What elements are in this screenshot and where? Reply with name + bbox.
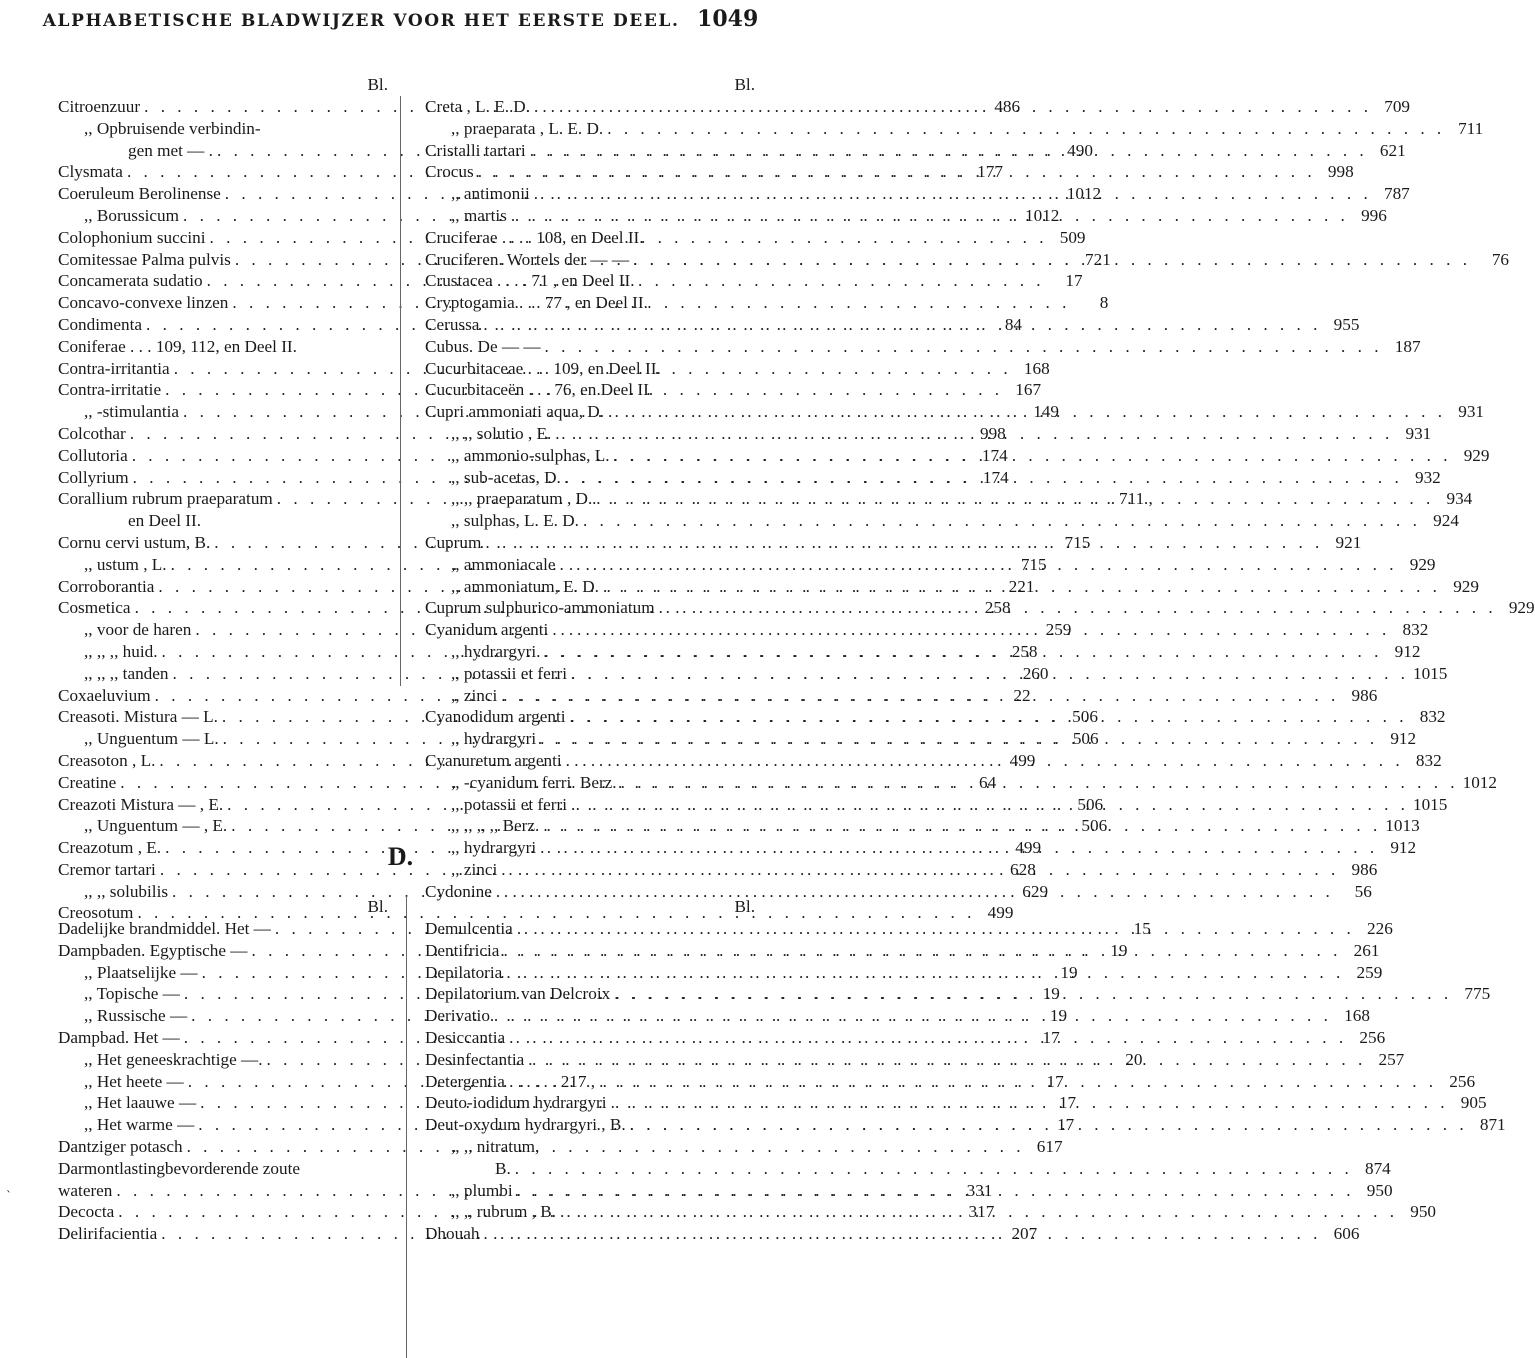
entry-term: Collyrium [58, 467, 129, 487]
leader-dots [479, 1223, 1325, 1245]
index-entry [58, 510, 388, 532]
entry-term: Creasoti. Mistura — L. [58, 707, 218, 727]
leader-dots [607, 1092, 1453, 1114]
entry-page: 84 [1004, 314, 1023, 334]
leader-dots [479, 314, 1325, 336]
entry-page: 260 [1022, 663, 1049, 683]
entry-term: Colcothar [58, 423, 126, 443]
entry-page: 168 [1023, 358, 1050, 378]
entry-page: 509 [1059, 227, 1086, 247]
entry-term: ,, Borussicum [84, 205, 180, 225]
entry-term: ,, ,, solubilis [84, 881, 169, 901]
entry-term: ,, hydrargyri [451, 838, 537, 858]
leader-dots [592, 488, 1438, 510]
entry-term: Desiccantia [425, 1027, 506, 1047]
entry-term: Demulcentia [425, 919, 513, 938]
bl-header: Bl. [367, 897, 388, 916]
entry-page: 832 [1419, 707, 1446, 727]
entry-page: 506 [1072, 729, 1099, 749]
entry-page: 832 [1415, 750, 1442, 770]
index-entry [58, 1158, 388, 1180]
entry-page: 1015 [1412, 794, 1448, 814]
section-letter-d: D. [387, 842, 414, 871]
leader-dots [513, 1180, 1359, 1202]
entry-term: ,, ,, rubrum , B. [451, 1202, 557, 1222]
entry-page: 711 , [1119, 489, 1153, 509]
entry-page: 226 [1367, 919, 1393, 938]
entry-term: Dampbad. Het — [58, 1027, 180, 1047]
entry-page: 931 [1458, 402, 1484, 422]
leader-dots [626, 1114, 1472, 1136]
entry-term: Cerussa [425, 314, 480, 334]
entry-term: Dadelijke brandmiddel. Het — [58, 919, 271, 938]
entry-term: ,, sulphas, L. E. D. [451, 511, 579, 531]
entry-page: 921 [1335, 532, 1362, 552]
entry-page: 56 [1354, 881, 1372, 901]
entry-page: 187 [1394, 336, 1421, 356]
entry-page: 257 [1378, 1049, 1405, 1069]
entry-page: 19 [1049, 1006, 1068, 1026]
entry-page: 1012 [1025, 205, 1060, 225]
entry-term: Cucurbitaceae . . . 109, en Deel II. [425, 358, 661, 378]
entry-term: B. [495, 1158, 511, 1178]
leader-dots [595, 1071, 1441, 1093]
index-entry [425, 270, 755, 292]
entry-term: Creta , L. E. D. [425, 97, 531, 116]
running-title: ALPHABETISCHE BLADWIJZER VOOR HET EERSTE DEEL. [42, 11, 680, 31]
entry-term: ,, hydrargyri [451, 729, 537, 749]
leader-dots [481, 532, 1327, 554]
entry-page: 775 [1464, 984, 1491, 1004]
entry-page: 17 [1058, 1093, 1077, 1113]
entry-term: Colophonium succini [58, 227, 206, 247]
entry-page: 871 [1479, 1115, 1506, 1135]
entry-page: 832 [1402, 620, 1429, 640]
entry-term: Creosotum [58, 903, 134, 923]
entry-term: Citroenzuur [58, 97, 141, 116]
entry-term: Detergentia . . . . . . 217 , [425, 1071, 596, 1091]
entry-page: 950 [1366, 1180, 1393, 1200]
index-entry [425, 227, 755, 249]
entry-page: 931 [1405, 423, 1432, 443]
index-entry [58, 118, 388, 140]
entry-page: 1012 [1462, 772, 1497, 792]
entry-term: ,, Unguentum — L. [84, 729, 219, 749]
entry-term: Cupri ammoniati aqua, D. [425, 402, 605, 422]
entry-page: 259 [1045, 620, 1072, 640]
entry-page: 259 [1356, 962, 1383, 982]
index-entry [425, 1071, 1476, 1093]
entry-page: 258 [1011, 641, 1038, 661]
entry-term: ,, -cyanidum ferri. Berz. [451, 772, 617, 792]
entry-term: ,, zinci [451, 859, 498, 879]
entry-term: ,, potassii et ferri [451, 794, 567, 814]
entry-term: Cyanodidum argenti [425, 707, 566, 727]
entry-term: wateren [58, 1180, 113, 1200]
entry-term: Creatine [58, 772, 117, 792]
entry-term: Cryptogamia . . . 77 , en Deel II. [425, 293, 648, 313]
entry-page: 929 [1409, 554, 1436, 574]
entry-term: ,, Unguentum — , E. [84, 816, 228, 836]
entry-page: 955 [1333, 314, 1360, 334]
entry-term: Delirifacientia [58, 1224, 158, 1244]
entry-term: ,, ammoniatum, E. D. [451, 576, 599, 596]
entry-page: 912 [1394, 641, 1421, 661]
entry-page: 506 [1081, 816, 1108, 836]
entry-page: 76 [1491, 249, 1509, 269]
entry-term: Cucurbitaceën . . . 76, en Deel II. [425, 380, 654, 400]
entry-term: Corallium rubrum praeparatum [58, 489, 273, 509]
entry-term: ,, ammonio-sulphas, L. [451, 445, 610, 465]
entry-page: 256 [1449, 1071, 1476, 1091]
entry-page: 15 [1133, 919, 1151, 938]
leader-dots [474, 161, 1320, 183]
leader-dots [536, 728, 1382, 750]
entry-term: Creazotum , E. [58, 838, 162, 858]
entry-page: 258 [984, 598, 1011, 618]
entry-page: 986 [1351, 859, 1378, 879]
entry-page: 929 [1463, 445, 1490, 465]
entry-term: Desinfectantia [425, 1049, 525, 1069]
leader-dots [567, 663, 1413, 685]
entry-page: 174 [981, 445, 1008, 465]
entry-page: 932 [1414, 467, 1441, 487]
entry-page: 19 [1110, 940, 1128, 960]
entry-page: 168 [1344, 1006, 1370, 1026]
entry-page: 490 [1067, 140, 1093, 160]
entry-term: Cosmetica [58, 598, 131, 618]
entry-page: 787 [1383, 184, 1410, 204]
entry-term: Dampbaden. Egyptische — [58, 940, 248, 960]
entry-term: Depilatoria [425, 962, 503, 982]
entry-page: 19 [1042, 984, 1060, 1004]
entry-page: 1015 [1412, 663, 1448, 683]
entry-page: 996 [1361, 205, 1387, 225]
entry-term: Contra-irritantia [58, 358, 170, 378]
entry-term: ,, ,, ,, tanden [84, 663, 169, 683]
entry-term: Dantziger potasch [58, 1136, 183, 1156]
entry-term: ,, plumbi [451, 1180, 513, 1200]
entry-page: 17 [1046, 1071, 1064, 1091]
leader-dots [579, 510, 1425, 532]
leader-dots [507, 205, 1353, 227]
leader-dots [629, 249, 1475, 271]
leader-dots [540, 641, 1386, 663]
entry-page: 621 [1379, 140, 1406, 160]
entry-page: 167 [1015, 380, 1042, 400]
entry-page: 506 [1072, 707, 1098, 727]
leader-dots [556, 1201, 1402, 1223]
entry-term: Cruciferen. Wortels der — — [425, 249, 630, 269]
entry-term: ,, Het heete — [84, 1071, 184, 1091]
entry-page: 715 [1020, 554, 1047, 574]
entry-page: 174 [982, 467, 1009, 487]
index-entry [425, 1158, 1391, 1180]
leader-dots [610, 445, 1456, 467]
entry-term: Clysmata [58, 162, 123, 182]
entry-term: Depilatorium van Delcroix [425, 984, 611, 1004]
entry-term: Dhouah [425, 1224, 480, 1244]
entry-page: 207 [1011, 1224, 1038, 1244]
entry-page: 149 [1033, 402, 1059, 422]
entry-term: Cuprum sulphurico-ammoniatum [425, 598, 655, 618]
entry-page: 499 [987, 903, 1014, 923]
entry-page: 506 [1077, 794, 1104, 814]
entry-page: 715 [1064, 532, 1091, 552]
entry-term: Collutoria [58, 445, 128, 465]
leader-dots [567, 794, 1413, 816]
bl-header: Bl. [734, 75, 755, 94]
entry-page: 606 [1333, 1224, 1360, 1244]
leader-dots [556, 554, 1402, 576]
entry-page: 17 [1065, 271, 1083, 291]
entry-term: Corroborantia [58, 576, 155, 596]
entry-page: 950 [1410, 1202, 1437, 1222]
entry-term: ,, ,, nitratum, [451, 1136, 540, 1156]
leader-dots [505, 1027, 1351, 1049]
entry-page: 912 [1390, 729, 1417, 749]
leader-dots [513, 918, 1359, 940]
entry-term: Coniferae . . . 109, 112, en Deel II. [58, 336, 297, 356]
entry-term: ,, martis [451, 205, 507, 225]
bl-header: Bl. [734, 897, 755, 916]
entry-term: Contra-irritatie [58, 380, 162, 400]
leader-dots [526, 140, 1372, 162]
index-entry [425, 379, 755, 401]
entry-page: 64 [979, 772, 997, 792]
entry-page: 221 [1008, 576, 1035, 596]
index-entry [425, 358, 755, 380]
entry-page: 331 [966, 1180, 993, 1200]
entry-term: ,, Plaatselijke — [84, 962, 198, 982]
entry-term: en Deel II. [128, 511, 202, 531]
entry-term: ,, voor de haren [84, 620, 192, 640]
entry-page: 17 [1057, 1115, 1075, 1135]
entry-term: Cuprum [425, 532, 482, 552]
entry-page: 261 [1353, 940, 1380, 960]
entry-term: Crustacea . . . . 71 , en Deel II. [425, 271, 635, 291]
column-divider-bottom [406, 896, 407, 1358]
entry-term: Decocta [58, 1202, 115, 1222]
index-entry [425, 292, 755, 314]
entry-page: 617 [1036, 1136, 1063, 1156]
entry-term: Cubus. De — — [425, 336, 541, 356]
leader-dots [530, 96, 1376, 118]
entry-page: 486 [994, 97, 1021, 116]
entry-term: ,, antimonii [451, 184, 530, 204]
entry-term: ,, Opbruisende verbindin- [84, 118, 261, 138]
entry-term: ,, ,, praeparatum , D. [451, 489, 593, 509]
entry-term: Crocus [425, 162, 474, 182]
entry-term: Deuto-iodidum hydrargyri [425, 1093, 607, 1113]
entry-term: ,, Topische — [84, 984, 180, 1004]
entry-page: 929 [1453, 576, 1479, 596]
entry-page: 317 [968, 1202, 995, 1222]
entry-page: 924 [1433, 511, 1459, 531]
entry-page: 22 [1013, 685, 1031, 705]
leader-dots [490, 1005, 1336, 1027]
entry-page: 905 [1460, 1093, 1487, 1113]
entry-term: Cyanidum argenti [425, 620, 549, 640]
page-header [0, 6, 801, 32]
leader-dots [610, 983, 1456, 1005]
entry-page: 20 [1125, 1049, 1143, 1069]
bl-header: Bl. [367, 75, 388, 94]
entry-page: 1012 [1066, 184, 1102, 204]
entry-page: 709 [1384, 97, 1410, 116]
entry-term: Cornu cervi ustum, B. [58, 532, 211, 552]
entry-term: Cruciferae . . . . 108, en Deel II. [425, 227, 644, 247]
margin-mark: ` [6, 1189, 12, 1203]
entry-term: ,, Het geneeskrachtige —. [84, 1049, 263, 1069]
entry-term: Creazoti Mistura — , E. [58, 794, 224, 814]
leader-dots [562, 750, 1408, 772]
leader-dots [524, 1049, 1370, 1071]
leader-dots [599, 576, 1445, 598]
entry-term: Cremor tartari [58, 859, 156, 879]
entry-term: ,, sub-acetas, D. [451, 467, 561, 487]
index-entry [425, 510, 1459, 532]
entry-page: 721 [1085, 249, 1111, 269]
entry-term: ,, ,, ,, huid. [84, 641, 158, 661]
entry-term: ,, potassii et ferri [451, 663, 567, 683]
leader-dots [497, 685, 1343, 707]
page-number: 1049 [697, 6, 759, 32]
entry-term: ,, Het laauwe — [84, 1093, 197, 1113]
entry-page: 499 [1009, 750, 1036, 770]
leader-dots [551, 423, 1397, 445]
index-entry [425, 336, 1421, 358]
column-divider-top [400, 96, 401, 686]
entry-term: Creasoton , L. [58, 750, 156, 770]
entry-term: ,, hydrargyri. [451, 641, 541, 661]
leader-dots [530, 183, 1376, 205]
entry-page: 1013 [1385, 816, 1420, 836]
index-entry [58, 336, 388, 358]
entry-term: Cyanuretum argenti [425, 750, 562, 770]
leader-dots [499, 940, 1345, 962]
entry-term: gen met — . [128, 140, 213, 160]
entry-term: Concamerata sudatio [58, 271, 203, 291]
entry-page: 177 [977, 162, 1003, 182]
leader-dots [502, 962, 1348, 984]
entry-page: 628 [1010, 859, 1036, 879]
entry-term: ,, Het warme — [84, 1115, 195, 1135]
entry-term: ,, ,, ,, ,, Berz. [451, 816, 540, 836]
entry-page: 19 [1060, 962, 1078, 982]
entry-term: ,, ustum , L. [84, 554, 167, 574]
entry-term: Concavo-convexe linzen [58, 293, 229, 313]
leader-dots [604, 401, 1450, 423]
index-entry [425, 1136, 755, 1158]
entry-term: Coeruleum Berolinense [58, 184, 221, 204]
entry-term: ,, Russische — [84, 1006, 188, 1026]
entry-term: Condimenta [58, 314, 143, 334]
entry-term: Cydonine [425, 881, 492, 901]
entry-term: Deut-oxydum hydrargyri , B. [425, 1115, 626, 1135]
leader-dots [603, 118, 1449, 140]
entry-page: 998 [979, 423, 1006, 443]
entry-page: 629 [1022, 881, 1049, 901]
entry-page: 934 [1446, 489, 1473, 509]
leader-dots [561, 467, 1407, 489]
entry-page: 17 [1042, 1027, 1060, 1047]
entry-page: 874 [1364, 1158, 1391, 1178]
entry-page: 256 [1359, 1027, 1386, 1047]
leader-dots [655, 597, 1501, 619]
leader-dots [548, 619, 1394, 641]
entry-term: ,, ,, solutio , E. [451, 423, 552, 443]
entry-page: 8 [1099, 293, 1109, 313]
entry-term: Cristalli tartari [425, 140, 526, 160]
entry-term: ,, -stimulantia [84, 402, 179, 422]
leader-dots [617, 772, 1463, 794]
leader-dots [566, 706, 1412, 728]
entry-page: 986 [1351, 685, 1378, 705]
entry-term: Comitessae Palma pulvis [58, 249, 231, 269]
leader-dots [541, 336, 1387, 358]
entry-page: 998 [1327, 162, 1354, 182]
entry-page: 929 [1508, 598, 1535, 618]
entry-term: ,, ammoniacale [451, 554, 556, 574]
leader-dots [511, 1158, 1357, 1180]
entry-page: 912 [1390, 838, 1417, 858]
entry-page: 499 [1015, 838, 1042, 858]
leader-dots [539, 815, 1385, 837]
entry-term: ,, praeparata , L. E. D. [451, 118, 604, 138]
entry-term: Dentifricia [425, 940, 500, 960]
entry-term: Darmontlastingbevorderende zoute [58, 1158, 300, 1178]
index-entry [425, 118, 1484, 140]
entry-term: ,, zinci [451, 685, 498, 705]
entry-page: 711 [1458, 118, 1484, 138]
entry-term: Derivatio [425, 1006, 490, 1026]
entry-term: Coxaeluvium [58, 685, 151, 705]
